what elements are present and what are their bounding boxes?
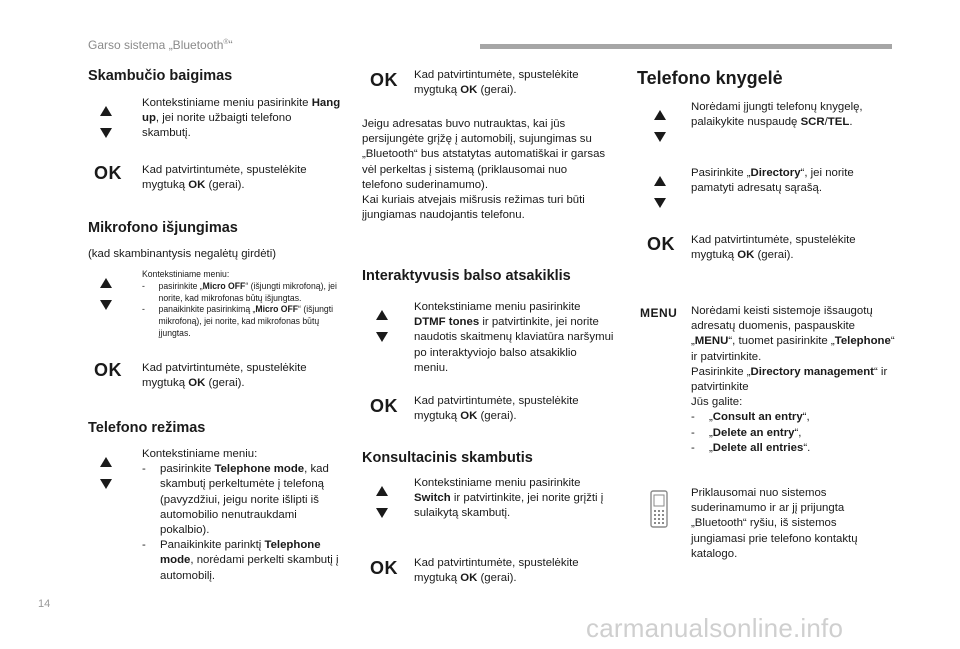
ivr-ok-text: Kad patvirtintumėte, spustelėkite mygtuką OK (gerai).	[414, 395, 579, 423]
header-rule	[480, 44, 892, 49]
info-paragraph: Jeigu adresatas buvo nutrauktas, kai jūs persijungėte grįžę į automobilį, sujungimas su „Bluetooth“ bus atstatytas automatiškai ir garsas vėl perkeltas į sistemą (priklausomai nuo telefono suderinamumo). Kai kuriais atvejais mišrusis režimas turi būti įjungiamas naudojantis telefonu.	[362, 118, 606, 222]
up-down-arrows-icon	[654, 110, 668, 146]
consult-text: Kontekstiniame meniu pasirinkite Switch ir patvirtinkite, jei norite grįžti į sulaikytą skambutį.	[414, 477, 604, 520]
call-end-ok-text: Kad patvirtintumėte, spustelėkite mygtuką OK (gerai).	[142, 164, 307, 192]
up-down-arrows-icon	[376, 486, 390, 522]
page-number: 14	[38, 598, 51, 610]
section-title-phone-mode: Telefono režimas	[88, 420, 206, 436]
section-title-phonebook: Telefono knygelė	[637, 68, 783, 88]
ok-icon: OK	[647, 234, 675, 254]
up-down-arrows-icon	[100, 457, 114, 493]
consult-ok-text: Kad patvirtintumėte, spustelėkite mygtuką OK (gerai).	[414, 557, 579, 585]
section-title-call-end: Skambučio baigimas	[88, 68, 233, 84]
up-down-arrows-icon	[376, 310, 390, 346]
call-end-text: Kontekstiniame meniu pasirinkite Hang up, jei norite užbaigti telefono skambutį.	[142, 97, 341, 140]
menu-icon: MENU	[640, 306, 678, 320]
phone-contacts-text: Priklausomai nuo sistemos suderinamumo ir ar jį prijungta „Bluetooth“ ryšiu, iš sistemos jungiamasi prie telefono kontaktų katalogo.	[691, 487, 858, 560]
mic-off-intro: (kad skambinantysis negalėtų girdėti)	[88, 248, 277, 260]
section-title-consult-call: Konsultacinis skambutis	[362, 450, 533, 466]
up-down-arrows-icon	[100, 106, 114, 142]
running-header: Garso sistema „Bluetooth®“	[88, 38, 233, 52]
section-title-mic-off: Mikrofono išjungimas	[88, 220, 238, 236]
ok-icon: OK	[94, 163, 122, 183]
ok-icon: OK	[370, 396, 398, 416]
ivr-text: Kontekstiniame meniu pasirinkite DTMF tones ir patvirtinkite, jei norite naudotis skaitmenų klaviatūra naršymui po interaktyviojo balso atsakiklio meniu.	[414, 301, 614, 374]
phone-mode-text: Kontekstiniame meniu: - pasirinkite Telephone mode, kad skambutį perkeltumėte į telefoną (pavyzdžiui, jeigu norite išlipti iš automobilio nenutraukdami pokalbio). - Panaikinkite parinktį Telephone mode, norėdami perkelti skambutį į automobilį.	[142, 448, 339, 582]
ok-icon: OK	[370, 70, 398, 90]
ok-text: Kad patvirtintumėte, spustelėkite mygtuką OK (gerai).	[414, 69, 579, 97]
ok-icon: OK	[370, 558, 398, 578]
mic-off-ok-text: Kad patvirtintumėte, spustelėkite mygtuką OK (gerai).	[142, 362, 307, 390]
phonebook-ok-text: Kad patvirtintumėte, spustelėkite mygtuką OK (gerai).	[691, 234, 856, 262]
up-down-arrows-icon	[100, 278, 114, 314]
up-down-arrows-icon	[654, 176, 668, 212]
watermark: carmanualsonline.info	[586, 613, 844, 643]
directory-text: Pasirinkite „Directory“, jei norite pamatyti adresatų sąrašą.	[691, 167, 854, 195]
mobile-phone-icon	[650, 490, 668, 533]
ok-icon: OK	[94, 360, 122, 380]
menu-text: Norėdami keisti sistemoje išsaugotų adresatų duomenis, paspauskite „MENU“, tuomet pasirinkite „Telephone“ ir patvirtinkite. Pasirinkite „Directory management“ ir patvirtinkite Jūs galite: - „Consult an entry“, - „Delete an entry“, - „Delete all entries“.	[691, 305, 895, 454]
phonebook-text: Norėdami įjungti telefonų knygelę, palaikykite nuspaudę SCR/TEL.	[691, 101, 863, 129]
section-title-ivr: Interaktyvusis balso atsakiklis	[362, 268, 571, 284]
mic-off-text: Kontekstiniame meniu: - pasirinkite „Micro OFF“ (išjungti mikrofoną), jei norite, kad mikrofonas būtų išjungtas. - panaikinkite pasirinkimą „Micro OFF“ (išjungti mikrofoną), jei norite, kad mikrofonas būtų įjungtas.	[142, 268, 337, 338]
